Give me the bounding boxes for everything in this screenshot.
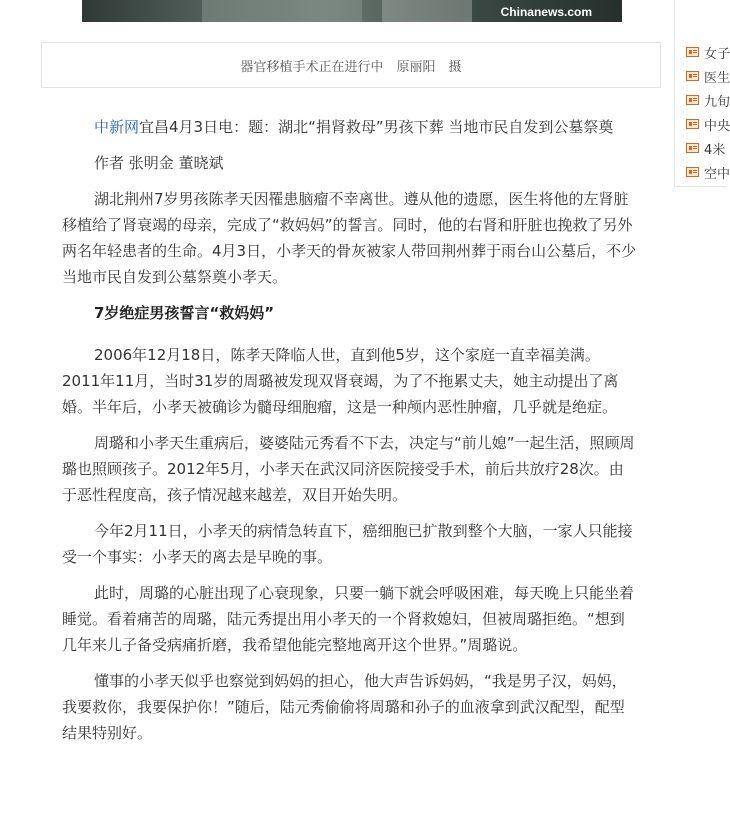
news-photo: [82, 0, 622, 22]
sidebar-item-label: 女子: [704, 46, 730, 62]
news-icon: [686, 95, 699, 105]
sidebar-item-label: 中央: [704, 118, 730, 134]
sidebar-bottom-divider: [674, 186, 726, 187]
news-icon: [686, 143, 699, 153]
article-paragraph: 2006年12月18日，陈孝天降临人世，直到他5岁，这个家庭一直幸福美满。2011年11月，当时31岁的周璐被发现双肾衰竭，为了不拖累丈夫，她主动提出了离婚。半年后，小孝天被确诊为髓母细胞瘤，这是一种颅内恶性肿瘤，几乎就是绝症。: [62, 346, 619, 416]
article-lead: [62, 114, 638, 140]
news-icon: [686, 47, 699, 57]
sidebar-news-link[interactable]: [686, 90, 730, 110]
article-paragraph: 懂事的小孝天似乎也察觉到妈妈的担心，他大声告诉妈妈，“我是男子汉，妈妈，我要救你，我要保护你！”随后，陆元秀偷偷将周璐和孙子的血液拿到武汉配型，配型结果特别好。: [62, 672, 627, 742]
news-icon: [686, 71, 699, 81]
sidebar-item-label: 医生: [704, 70, 730, 86]
photo-detail: [382, 0, 472, 22]
photo-detail: [202, 0, 362, 22]
article-paragraph: 此时，周璐的心脏出现了心衰现象，只要一躺下就会呼吸困难，每天晚上只能坐着睡觉。看着痛苦的周璐，陆元秀提出用小孝天的一个肾救媳妇，但被周璐拒绝。“想到几年来儿子备受病痛折磨，我希望他能完整地离开这个世界。”周璐说。: [62, 584, 635, 654]
sidebar-news-link[interactable]: [686, 138, 725, 158]
lead-text: 宜昌4月3日电：题：湖北“捐肾救母”男孩下葬 当地市民自发到公墓祭奠: [139, 118, 614, 136]
sidebar-item-label: 空中: [704, 166, 730, 182]
news-icon: [686, 167, 699, 177]
news-icon: [686, 119, 699, 129]
photo-caption: 器官移植手术正在进行中 原丽阳 摄: [41, 42, 661, 88]
sidebar-news-link[interactable]: [686, 42, 730, 62]
sidebar-news-link[interactable]: [686, 162, 730, 182]
sidebar-news-link[interactable]: [686, 66, 730, 86]
sidebar-divider: [674, 0, 675, 186]
sidebar-item-label: 九旬: [704, 94, 730, 110]
article-paragraph: 湖北荆州7岁男孩陈孝天因罹患脑瘤不幸离世。遵从他的遗愿，医生将他的左肾脏移植给了肾衰竭的母亲，完成了“救妈妈”的誓言。同时，他的右肾和肝脏也挽救了另外两名年轻患者的生命。4月3日，小孝天的骨灰被家人带回荆州葬于雨台山公墓后，不少当地市民自发到公墓祭奠小孝天。: [62, 190, 637, 286]
sidebar-news-link[interactable]: [686, 114, 730, 134]
article-paragraph: 周璐和小孝天生重病后，婆婆陆元秀看不下去，决定与“前儿媳”一起生活，照顾周璐也照顾孩子。2012年5月，小孝天在武汉同济医院接受手术，前后共放疗28次。由于恶性程度高，孩子情况越来越差，双目开始失明。: [62, 434, 635, 504]
article-authors: 作者 张明金 董晓斌: [94, 154, 224, 172]
photo-watermark: Chinanews.com: [500, 5, 592, 19]
sidebar-item-label: 4米: [704, 142, 726, 158]
article-paragraph: 今年2月11日，小孝天的病情急转直下，癌细胞已扩散到整个大脑，一家人只能接受一个事实：小孝天的离去是早晚的事。: [62, 522, 633, 566]
article-body: [62, 114, 638, 756]
source-link[interactable]: 中新网: [94, 118, 140, 136]
article-subheading: 7岁绝症男孩誓言“救妈妈”: [94, 304, 275, 322]
